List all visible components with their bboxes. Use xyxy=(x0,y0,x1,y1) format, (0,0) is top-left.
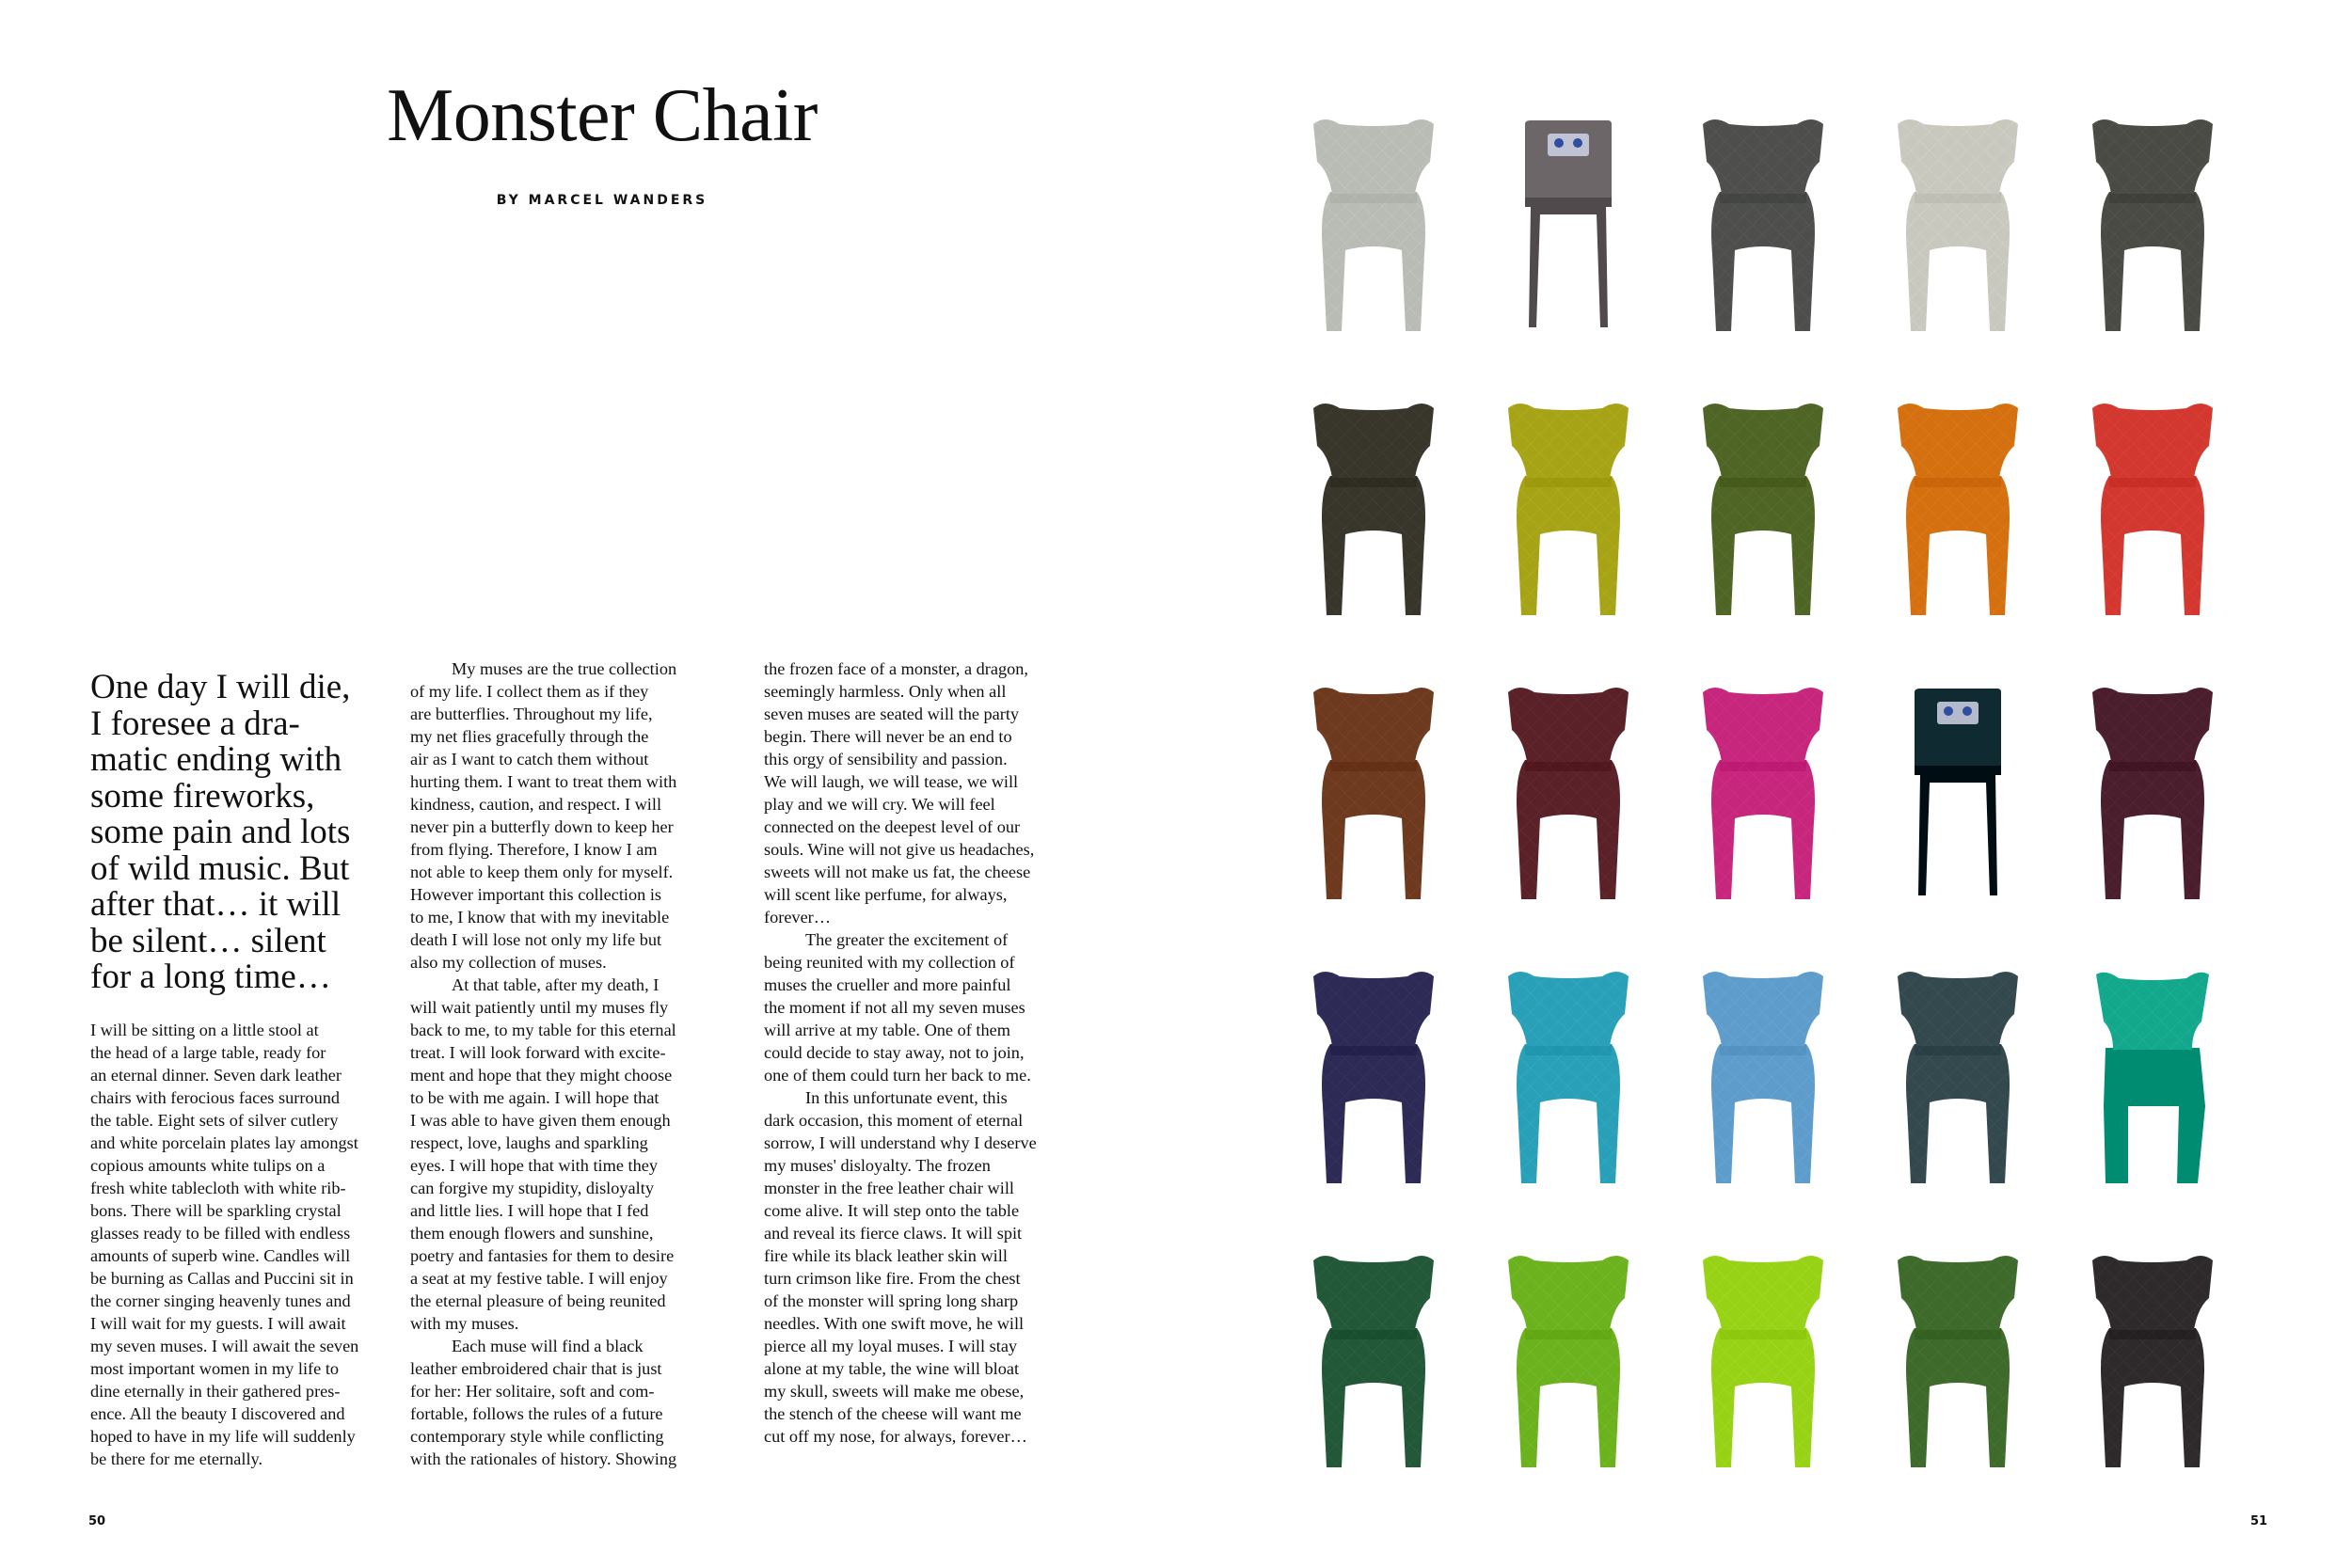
text-line: hoped to have in my life will suddenly xyxy=(90,1427,356,1446)
chair-photo xyxy=(1697,1249,1829,1475)
text-line: my seven muses. I will await the seven xyxy=(90,1337,359,1355)
text-line: the eternal pleasure of being reunited xyxy=(410,1291,666,1310)
text-line: souls. Wine will not give us headaches, xyxy=(764,840,1035,859)
text-line: glasses ready to be filled with endless xyxy=(90,1224,351,1243)
chair-photo xyxy=(1308,1249,1439,1475)
text-line: be burning as Callas and Puccini sit in xyxy=(90,1269,354,1288)
text-line: will arrive at my table. One of them xyxy=(764,1021,1010,1039)
text-line: fresh white tablecloth with white rib- xyxy=(90,1179,346,1197)
text-line: fire while its black leather skin will xyxy=(764,1246,1008,1265)
text-line: leather embroidered chair that is just xyxy=(410,1359,662,1378)
chair-photo xyxy=(1308,397,1439,623)
text-line: copious amounts white tulips on a xyxy=(90,1156,326,1175)
text-line: We will laugh, we will tease, we will xyxy=(764,772,1019,791)
text-line: connected on the deepest level of our xyxy=(764,817,1021,836)
chair-photo xyxy=(1502,681,1634,907)
text-column-3 xyxy=(764,657,1084,1448)
pull-quote-line: I foresee a dra- xyxy=(90,704,300,743)
chair-photo xyxy=(1892,681,2024,907)
text-line: with the rationales of history. Showing xyxy=(410,1449,677,1468)
text-line: dine eternally in their gathered pres- xyxy=(90,1382,341,1401)
text-line: However important this collection is xyxy=(410,885,662,904)
pull-quote-line: some fireworks, xyxy=(90,776,315,816)
pull-quote-line: matic ending with xyxy=(90,740,342,779)
text-line: for her: Her solitaire, soft and com- xyxy=(410,1382,655,1401)
article-title: Monster Chair xyxy=(387,74,818,157)
text-line: and little lies. I will hope that I fed xyxy=(410,1201,649,1220)
chair-photo xyxy=(2087,681,2218,907)
text-line: back to me, to my table for this eternal xyxy=(410,1021,676,1039)
text-line: to me, I know that with my inevitable xyxy=(410,908,670,927)
text-line: the head of a large table, ready for xyxy=(90,1043,326,1062)
text-line: most important women in my life to xyxy=(90,1359,340,1378)
text-line: forever… xyxy=(764,908,832,927)
page-number-right: 51 xyxy=(2250,1514,2268,1528)
text-line: treat. I will look forward with excite- xyxy=(410,1043,666,1062)
text-line: begin. There will never be an end to xyxy=(764,727,1012,746)
text-line: ence. All the beauty I discovered and xyxy=(90,1404,345,1423)
pull-quote-line: One day I will die, xyxy=(90,668,351,706)
text-line: seemingly harmless. Only when all xyxy=(764,682,1007,701)
chair-photo xyxy=(2087,113,2218,339)
text-line: hurting them. I want to treat them with xyxy=(410,772,677,791)
chair-photo xyxy=(1892,965,2024,1191)
chair-photo xyxy=(1697,681,1829,907)
chair-photo xyxy=(2087,1249,2218,1475)
text-line: needles. With one swift move, he will xyxy=(764,1314,1025,1333)
text-line: a seat at my festive table. I will enjoy xyxy=(410,1269,668,1288)
text-line: the frozen face of a monster, a dragon, xyxy=(764,659,1028,678)
text-line: respect, love, laughs and sparkling xyxy=(410,1133,648,1152)
text-line: death I will lose not only my life but xyxy=(410,930,662,949)
text-line: fortable, follows the rules of a future xyxy=(410,1404,663,1423)
chair-photo xyxy=(2087,397,2218,623)
text-line: are butterflies. Throughout my life, xyxy=(410,705,653,723)
text-line: sorrow, I will understand why I deserve xyxy=(764,1133,1037,1152)
text-line: my muses' disloyalty. The frozen xyxy=(764,1156,991,1175)
text-line: will wait patiently until my muses fly xyxy=(410,998,669,1017)
text-line: will scent like perfume, for always, xyxy=(764,885,1008,904)
pull-quote-line: of wild music. But xyxy=(90,848,350,888)
text-line: dark occasion, this moment of eternal xyxy=(764,1111,1024,1130)
text-line: I was able to have given them enough xyxy=(410,1111,671,1130)
text-line: muses the crueller and more painful xyxy=(764,975,1011,994)
text-line: the stench of the cheese will want me xyxy=(764,1404,1022,1423)
text-line: my skull, sweets will make me obese, xyxy=(764,1382,1025,1401)
text-line: I will wait for my guests. I will await xyxy=(90,1314,346,1333)
text-line: At that table, after my death, I xyxy=(452,975,660,994)
chair-photo xyxy=(1892,397,2024,623)
text-line: not able to keep them only for myself. xyxy=(410,863,674,881)
text-column-2 xyxy=(410,657,730,1470)
text-line: the moment if not all my seven muses xyxy=(764,998,1025,1017)
text-line: of the monster will spring long sharp xyxy=(764,1291,1019,1310)
text-line: being reunited with my collection of xyxy=(764,953,1015,972)
text-line: amounts of superb wine. Candles will xyxy=(90,1246,351,1265)
text-line: alone at my table, the wine will bloat xyxy=(764,1359,1020,1378)
text-line: turn crimson like fire. From the chest xyxy=(764,1269,1021,1288)
text-line: ment and hope that they might choose xyxy=(410,1066,673,1085)
text-line: the table. Eight sets of silver cutlery xyxy=(90,1111,339,1130)
chair-photo xyxy=(1697,397,1829,623)
text-column-1 xyxy=(90,1019,410,1470)
pull-quote-line: after that… it will xyxy=(90,885,342,924)
text-line: sweets will not make us fat, the cheese xyxy=(764,863,1031,881)
text-line: monster in the free leather chair will xyxy=(764,1179,1014,1197)
chair-color-grid xyxy=(1308,113,2249,1477)
text-line: My muses are the true collection xyxy=(452,659,677,678)
text-line: from flying. Therefore, I know I am xyxy=(410,840,658,859)
text-line: one of them could turn her back to me. xyxy=(764,1066,1031,1085)
chair-photo xyxy=(1308,681,1439,907)
text-line: also my collection of muses. xyxy=(410,953,607,972)
text-line: be there for me eternally. xyxy=(90,1449,263,1468)
text-line: could decide to stay away, not to join, xyxy=(764,1043,1025,1062)
text-line: poetry and fantasies for them to desire xyxy=(410,1246,675,1265)
pull-quote-line: for a long time… xyxy=(90,958,331,996)
text-line: pierce all my loyal muses. I will stay xyxy=(764,1337,1018,1355)
text-line: of my life. I collect them as if they xyxy=(410,682,649,701)
text-line: my net flies gracefully through the xyxy=(410,727,649,746)
text-line: I will be sitting on a little stool at xyxy=(90,1021,319,1039)
chair-photo xyxy=(1502,965,1634,1191)
text-line: this orgy of sensibility and passion. xyxy=(764,750,1008,768)
page-number-left: 50 xyxy=(88,1514,106,1528)
text-line: contemporary style while conflicting xyxy=(410,1427,664,1446)
chair-photo xyxy=(1502,397,1634,623)
text-line: Each muse will find a black xyxy=(452,1337,644,1355)
chair-photo xyxy=(1892,113,2024,339)
text-line: bons. There will be sparkling crystal xyxy=(90,1201,342,1220)
text-line: and reveal its fierce claws. It will spit xyxy=(764,1224,1023,1243)
text-line: with my muses. xyxy=(410,1314,519,1333)
text-line: come alive. It will step onto the table xyxy=(764,1201,1020,1220)
text-line: can forgive my stupidity, disloyalty xyxy=(410,1179,654,1197)
text-line: play and we will cry. We will feel xyxy=(764,795,995,814)
chair-photo xyxy=(1697,113,1829,339)
chair-photo xyxy=(1892,1249,2024,1475)
chair-photo xyxy=(1502,113,1634,339)
text-line: The greater the excitement of xyxy=(805,930,1009,949)
text-line: cut off my nose, for always, forever… xyxy=(764,1427,1027,1446)
text-line: In this unfortunate event, this xyxy=(805,1088,1008,1107)
chair-photo xyxy=(1697,965,1829,1191)
chair-photo xyxy=(1502,1249,1634,1475)
text-line: to be with me again. I will hope that xyxy=(410,1088,660,1107)
article-byline: BY MARCEL WANDERS xyxy=(496,193,708,208)
text-line: and white porcelain plates lay amongst xyxy=(90,1133,358,1152)
text-line: kindness, caution, and respect. I will xyxy=(410,795,662,814)
chair-photo xyxy=(1308,965,1439,1191)
text-line: eyes. I will hope that with time they xyxy=(410,1156,658,1175)
text-line: them enough flowers and sunshine, xyxy=(410,1224,654,1243)
text-line: air as I want to catch them without xyxy=(410,750,649,768)
text-line: seven muses are seated will the party xyxy=(764,705,1020,723)
pull-quote-line: some pain and lots xyxy=(90,813,351,851)
pull-quote xyxy=(90,670,410,996)
text-line: never pin a butterfly down to keep her xyxy=(410,817,674,836)
chair-photo xyxy=(1308,113,1439,339)
pull-quote-line: be silent… silent xyxy=(90,921,326,960)
text-line: an eternal dinner. Seven dark leather xyxy=(90,1066,342,1085)
chair-photo xyxy=(2087,965,2218,1191)
text-line: chairs with ferocious faces surround xyxy=(90,1088,340,1107)
text-line: the corner singing heavenly tunes and xyxy=(90,1291,351,1310)
